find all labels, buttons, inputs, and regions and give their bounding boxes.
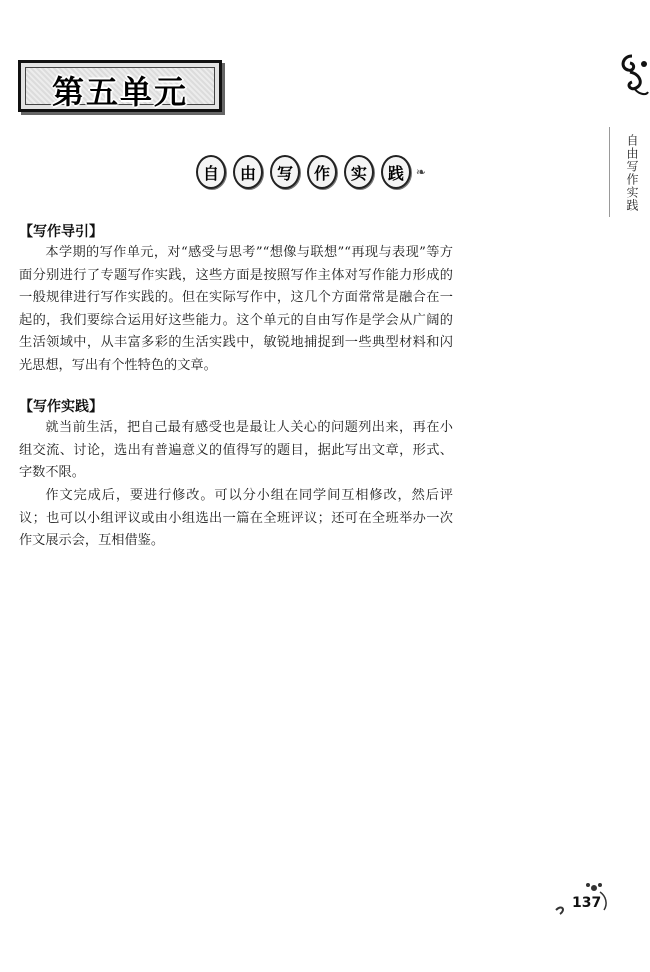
title-char: 作 xyxy=(307,155,337,189)
practice-paragraph: 作文完成后，要进行修改。可以分小组在同学间互相修改，然后评议；也可以小组评议或由小组选出一篇在全班评议；还可在全班举办一次作文展示会，互相借鉴。 xyxy=(19,488,453,549)
swirl-ornament-icon xyxy=(614,52,650,104)
guide-paragraph: 本学期的写作单元，对“感受与思考”“想像与联想”“再现与表现”等方面分别进行了专题写作实践，这些方面是按照写作主体对写作能力形成的一般规律进行写作实践的。但在实际写作中，这几个方面常常是融合在一起的，我们要综合运用好这些能力。这个单元的自由写作是学会从广阔的生活领域中，从丰富多彩的生活实践中，敏锐地捕捉到一些典型材料和闪光思想，写出有个性特色的文章。 xyxy=(19,245,453,373)
unit-title: 第五单元 xyxy=(51,73,188,111)
section-title xyxy=(196,152,426,192)
unit-banner xyxy=(18,60,222,112)
practice-heading: 【写作实践】 xyxy=(19,399,103,415)
title-char: 自 xyxy=(196,155,226,189)
side-section-label: 自由写作实践 xyxy=(625,134,639,212)
title-char: 实 xyxy=(344,155,374,189)
guide-heading: 【写作导引】 xyxy=(19,224,103,240)
practice-paragraph: 就当前生活，把自己最有感受也是最让人关心的问题列出来，再在小组交流、讨论，选出有普遍意义的值得写的题目，据此写出文章，形式、字数不限。 xyxy=(19,420,453,481)
leaf-icon: ❧ xyxy=(415,165,426,179)
page-number: 137 xyxy=(572,895,602,911)
side-divider xyxy=(609,127,610,217)
title-char: 写 xyxy=(270,155,300,189)
title-char: 践 xyxy=(381,155,411,189)
title-char: 由 xyxy=(233,155,263,189)
